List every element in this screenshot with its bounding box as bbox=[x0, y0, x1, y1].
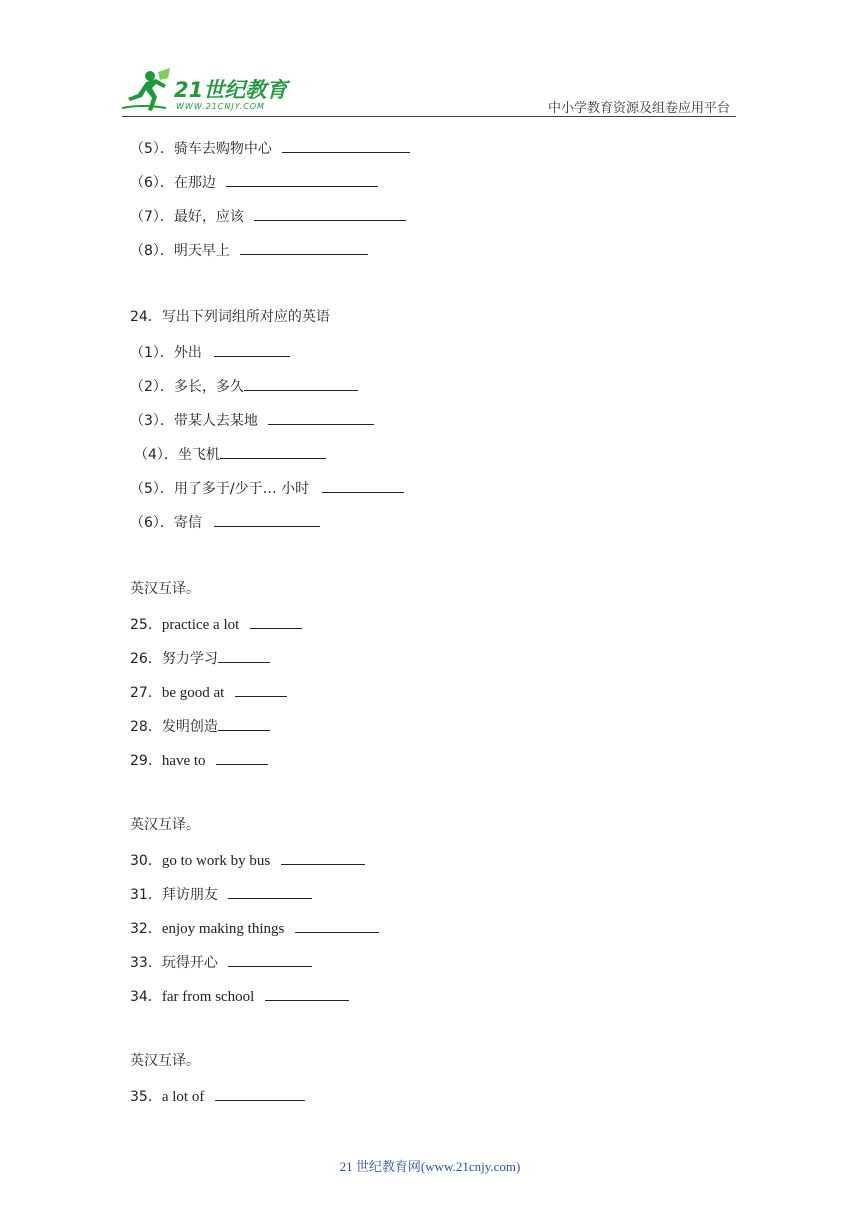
item-text: 在那边 bbox=[173, 175, 216, 191]
item-text: 用了多于/少于… 小时 bbox=[173, 481, 310, 497]
list-item bbox=[130, 410, 374, 430]
list-item bbox=[130, 986, 349, 1006]
item-text: go to work by bus bbox=[161, 853, 271, 869]
item-text: 最好，应该 bbox=[173, 209, 244, 225]
list-item bbox=[130, 648, 270, 668]
section-title: 英汉互译。 bbox=[130, 581, 200, 597]
page-header bbox=[0, 0, 860, 130]
logo bbox=[122, 68, 292, 114]
list-item bbox=[130, 240, 368, 260]
answer-blank[interactable] bbox=[228, 884, 312, 899]
list-item bbox=[130, 952, 312, 972]
list-item bbox=[130, 918, 379, 938]
item-text: practice a lot bbox=[161, 617, 240, 633]
item-text: 带某人去某地 bbox=[173, 413, 258, 429]
item-text: 玩得开心 bbox=[161, 955, 218, 971]
item-text: a lot of bbox=[161, 1089, 205, 1105]
item-text: 明天早上 bbox=[173, 243, 230, 259]
item-number: （6）． bbox=[130, 175, 174, 191]
answer-blank[interactable] bbox=[268, 410, 374, 425]
list-item bbox=[134, 444, 326, 464]
list-item bbox=[130, 512, 320, 532]
item-text: 努力学习 bbox=[161, 651, 218, 667]
item-number: （4）． bbox=[134, 447, 178, 463]
answer-blank[interactable] bbox=[282, 138, 410, 153]
item-number: 29． bbox=[130, 753, 162, 769]
list-item bbox=[130, 172, 378, 192]
answer-blank[interactable] bbox=[218, 716, 270, 731]
item-text: far from school bbox=[161, 989, 255, 1005]
list-item bbox=[130, 682, 287, 702]
item-text: 拜访朋友 bbox=[161, 887, 218, 903]
list-item bbox=[130, 716, 270, 736]
answer-blank[interactable] bbox=[265, 986, 349, 1001]
answer-blank[interactable] bbox=[322, 478, 404, 493]
platform-tagline: 中小学教育资源及组卷应用平台 bbox=[547, 101, 730, 116]
list-item bbox=[130, 478, 404, 498]
answer-blank[interactable] bbox=[220, 444, 326, 459]
answer-blank[interactable] bbox=[228, 952, 312, 967]
answer-blank[interactable] bbox=[281, 850, 365, 865]
item-number: 34． bbox=[130, 989, 162, 1005]
list-item bbox=[130, 850, 365, 870]
item-text: enjoy making things bbox=[161, 921, 285, 937]
item-number: （1）． bbox=[130, 345, 174, 361]
item-text: 多长，多久 bbox=[173, 379, 244, 395]
item-text: 骑车去购物中心 bbox=[173, 141, 272, 157]
item-number: 27． bbox=[130, 685, 162, 701]
item-number: 26． bbox=[130, 651, 162, 667]
header-divider bbox=[122, 116, 736, 117]
answer-blank[interactable] bbox=[235, 682, 287, 697]
answer-blank[interactable] bbox=[240, 240, 368, 255]
list-item bbox=[130, 750, 268, 770]
item-number: 32． bbox=[130, 921, 162, 937]
item-text: 外出 bbox=[173, 345, 202, 361]
item-number: 33． bbox=[130, 955, 162, 971]
answer-blank[interactable] bbox=[254, 206, 406, 221]
item-number: （7）． bbox=[130, 209, 174, 225]
list-item bbox=[130, 1086, 305, 1106]
answer-blank[interactable] bbox=[214, 342, 290, 357]
section-title: 英汉互译。 bbox=[130, 817, 200, 833]
answer-blank[interactable] bbox=[218, 648, 270, 663]
question-title: 24．写出下列词组所对应的英语 bbox=[130, 309, 330, 325]
list-item bbox=[130, 614, 302, 634]
list-item bbox=[130, 884, 312, 904]
answer-blank[interactable] bbox=[295, 918, 379, 933]
list-item bbox=[130, 376, 358, 396]
item-text: 坐飞机 bbox=[177, 447, 220, 463]
item-number: （3）． bbox=[130, 413, 174, 429]
item-number: 31． bbox=[130, 887, 162, 903]
item-number: （6）． bbox=[130, 515, 174, 531]
list-item bbox=[130, 342, 290, 362]
item-number: 35． bbox=[130, 1089, 162, 1105]
item-number: （2）． bbox=[130, 379, 174, 395]
item-number: 28． bbox=[130, 719, 162, 735]
runner-logo-icon bbox=[122, 68, 172, 114]
item-text: 寄信 bbox=[173, 515, 202, 531]
answer-blank[interactable] bbox=[226, 172, 378, 187]
answer-blank[interactable] bbox=[214, 512, 320, 527]
item-number: （5）． bbox=[130, 481, 174, 497]
item-text: 发明创造 bbox=[161, 719, 218, 735]
section-title: 英汉互译。 bbox=[130, 1053, 200, 1069]
answer-blank[interactable] bbox=[215, 1086, 305, 1101]
answer-blank[interactable] bbox=[216, 750, 268, 765]
item-number: （8）． bbox=[130, 243, 174, 259]
item-text: have to bbox=[161, 753, 206, 769]
page-footer: 21 世纪教育网(www.21cnjy.com) bbox=[339, 1159, 521, 1174]
item-number: （5）． bbox=[130, 141, 174, 157]
list-item bbox=[130, 206, 406, 226]
list-item bbox=[130, 138, 410, 158]
item-number: 30． bbox=[130, 853, 162, 869]
item-text: be good at bbox=[161, 685, 225, 701]
answer-blank[interactable] bbox=[244, 376, 358, 391]
item-number: 25． bbox=[130, 617, 162, 633]
logo-text: 21世纪教育 bbox=[174, 78, 288, 102]
answer-blank[interactable] bbox=[250, 614, 302, 629]
logo-url: WWW.21CNJY.COM bbox=[176, 102, 265, 111]
